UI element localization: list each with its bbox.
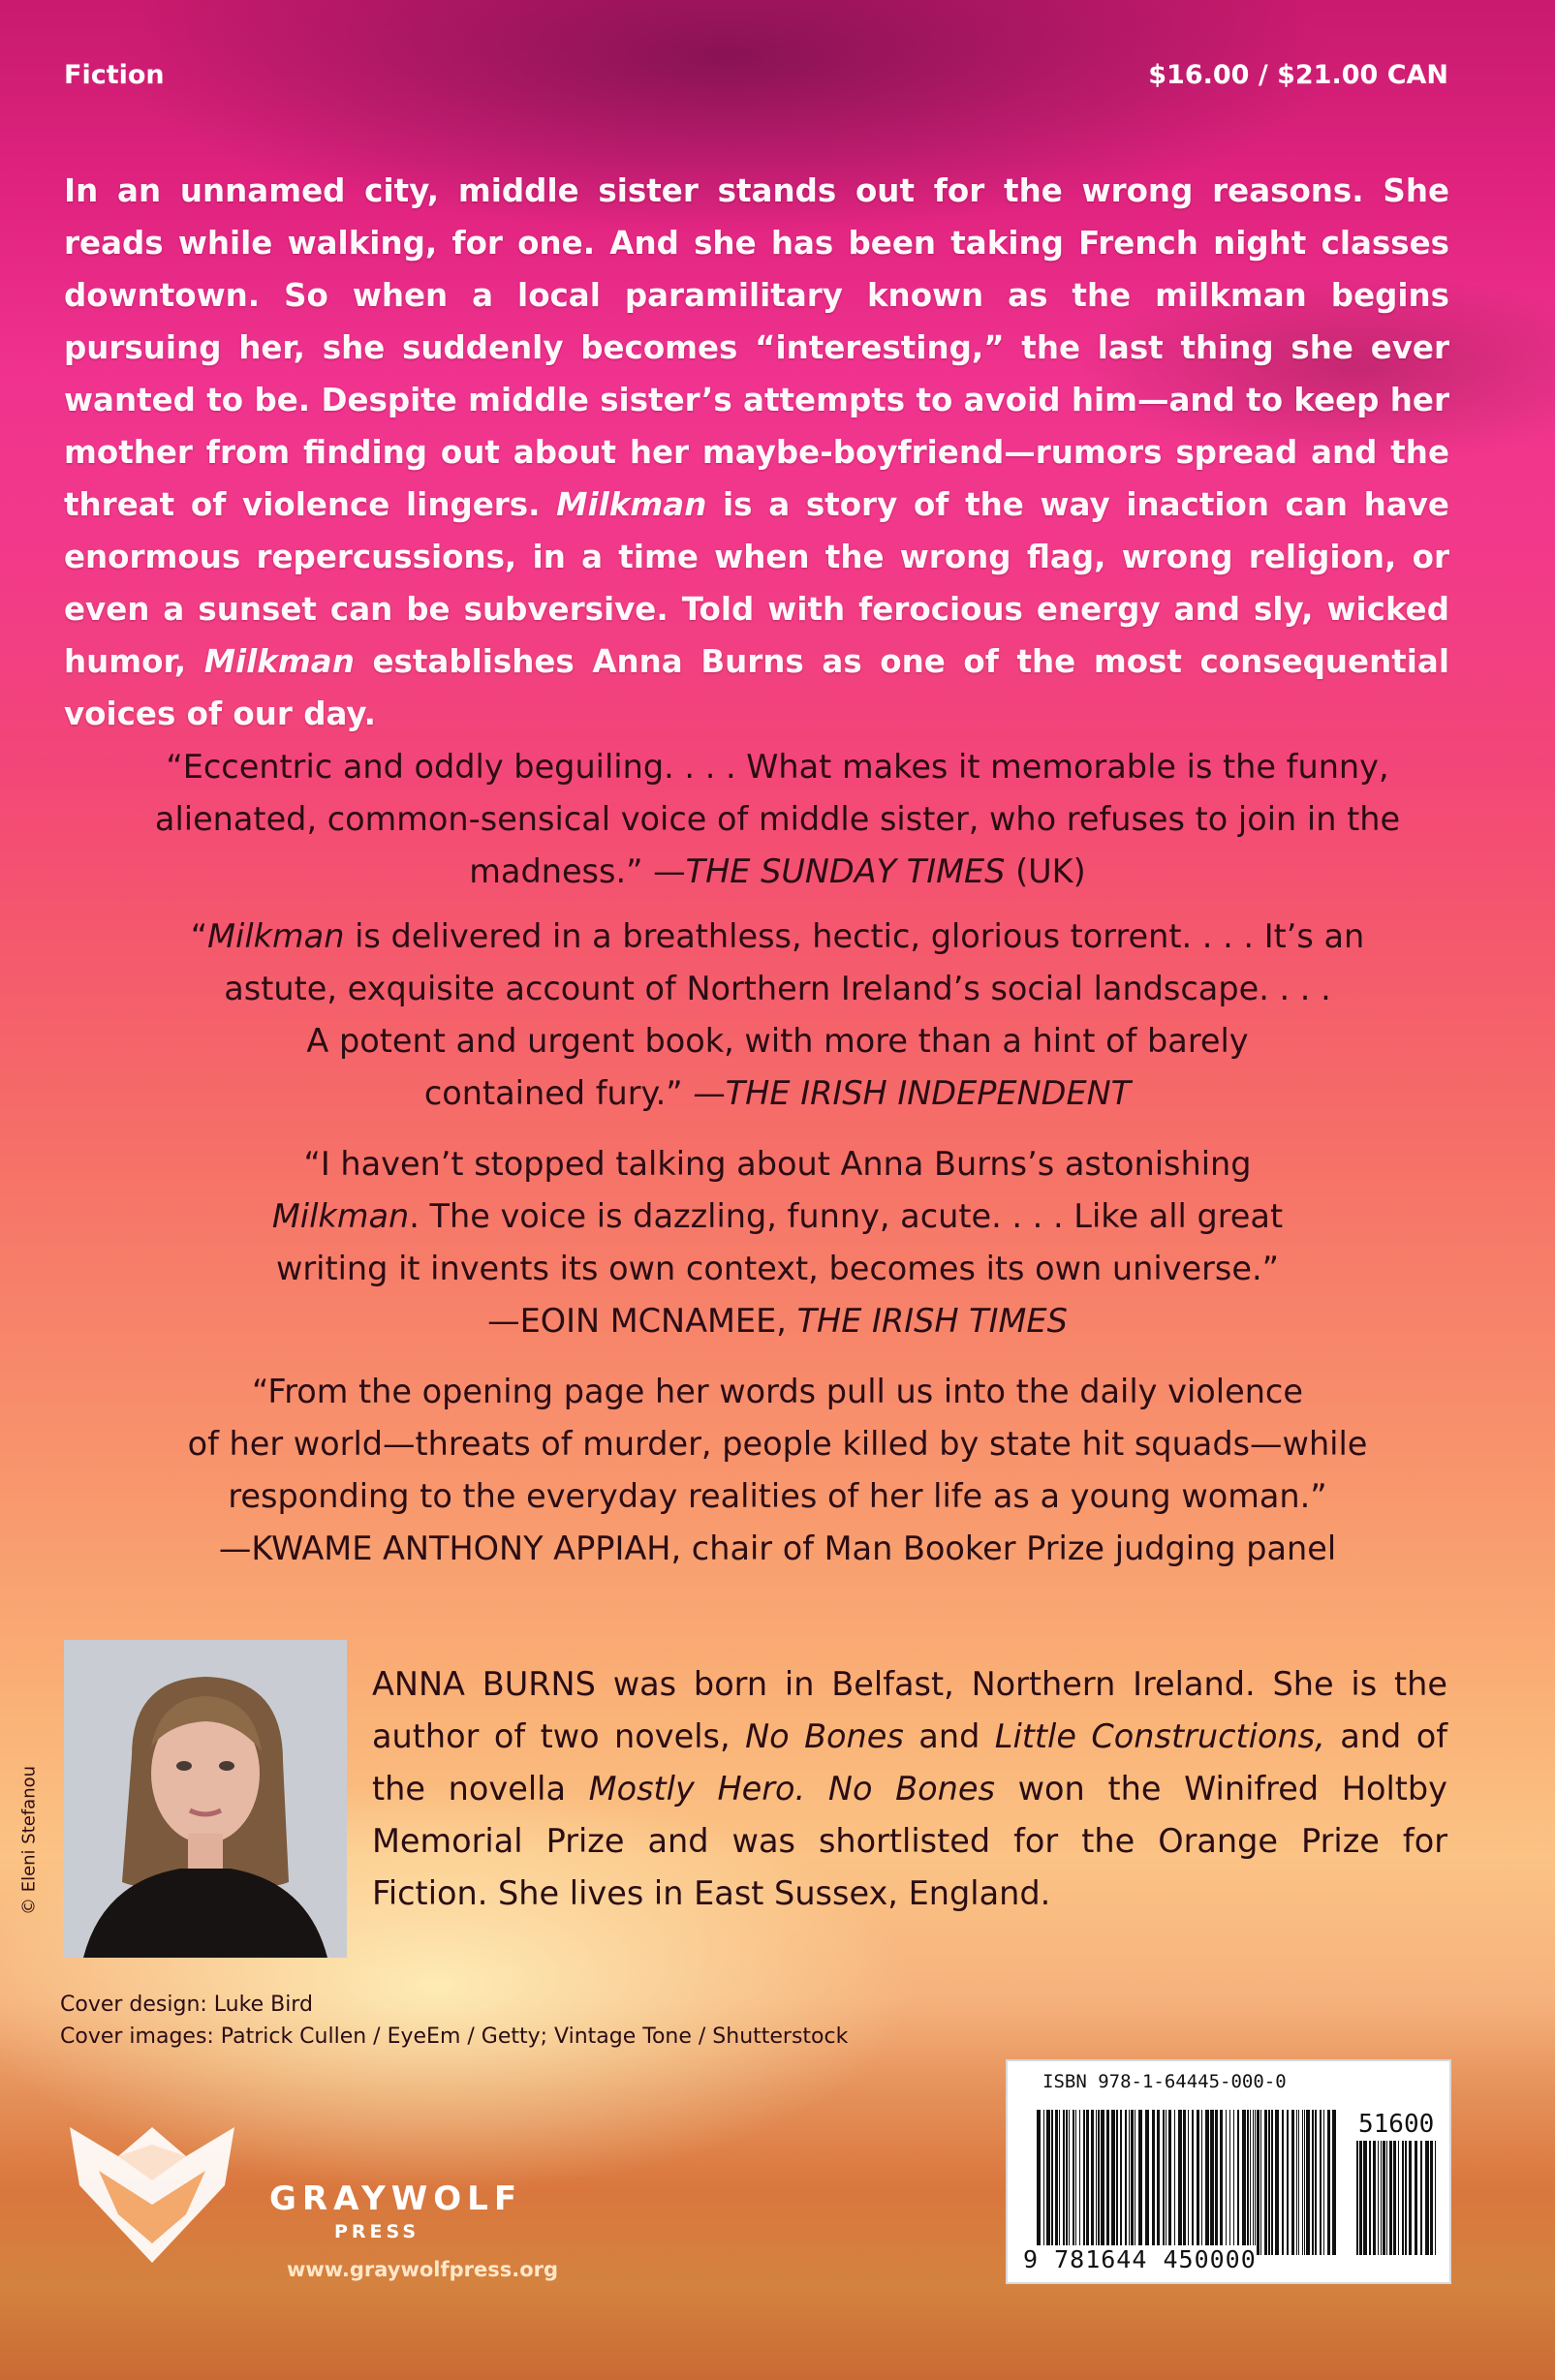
wolf-logo-icon — [60, 2117, 244, 2272]
barcode-bar — [1129, 2110, 1130, 2255]
barcode-bar — [1275, 2110, 1279, 2255]
barcode-bar — [1253, 2110, 1254, 2255]
barcode-bar — [1096, 2110, 1097, 2255]
barcode-bar — [1098, 2110, 1100, 2255]
barcode-bar — [1131, 2110, 1134, 2255]
barcode-bar — [1302, 2110, 1303, 2255]
quote-text: “From the opening page her words pull us into the daily violence — [252, 1373, 1303, 1410]
barcode-bar — [1381, 2141, 1382, 2255]
barcode-bar — [1271, 2110, 1273, 2255]
barcode-bar — [1430, 2141, 1433, 2255]
quote-source-title: THE SUNDAY TIMES — [685, 852, 1006, 890]
quote-text: (UK) — [1005, 852, 1086, 890]
barcode-bar — [1046, 2110, 1050, 2255]
quote-line — [0, 1190, 1555, 1243]
barcode-bar — [1145, 2110, 1149, 2255]
barcode-bar — [1420, 2141, 1422, 2255]
quote-text: writing it invents its own context, becomes its own universe.” — [276, 1250, 1279, 1287]
barcode-bar — [1291, 2110, 1294, 2255]
quote-text: astute, exquisite account of Northern Ireland’s social landscape. . . . — [224, 970, 1331, 1007]
barcode-bar — [1425, 2141, 1429, 2255]
barcode-bar — [1359, 2141, 1362, 2255]
quote-line — [0, 1523, 1555, 1575]
barcode-bar — [1152, 2110, 1155, 2255]
author-portrait-image — [64, 1640, 347, 1958]
barcode-bar — [1264, 2110, 1267, 2255]
quote-line — [0, 1067, 1555, 1120]
photo-credit — [0, 1724, 58, 1957]
quote-line — [0, 1243, 1555, 1295]
barcode-bar — [1226, 2110, 1227, 2255]
publisher-name: GRAYWOLF — [269, 2179, 523, 2218]
quote-line — [0, 1470, 1555, 1523]
genre-label: Fiction — [64, 60, 165, 90]
quote-source-title: THE IRISH INDEPENDENT — [725, 1074, 1132, 1112]
isbn-barcode — [1006, 2059, 1451, 2284]
barcode-bar — [1051, 2110, 1053, 2255]
barcode-bar — [1296, 2110, 1297, 2255]
barcode-bar — [1356, 2141, 1358, 2255]
barcode-bar — [1435, 2141, 1436, 2255]
quote-text: —KWAME ANTHONY APPIAH, chair of Man Booker Prize judging panel — [218, 1530, 1337, 1567]
barcode-bar — [1101, 2110, 1104, 2255]
barcode-bar — [1055, 2110, 1058, 2255]
quote-text: madness.” — — [469, 852, 686, 890]
quote-line — [0, 911, 1555, 963]
barcode-bar — [1116, 2110, 1118, 2255]
author-photo — [64, 1640, 347, 1958]
barcode-bar — [1327, 2110, 1330, 2255]
quote-line — [0, 963, 1555, 1015]
price-label: $16.00 / $21.00 CAN — [1148, 60, 1448, 90]
barcode-bar — [1063, 2110, 1065, 2255]
bio-title: Mostly Hero. — [588, 1770, 806, 1808]
barcode-bar — [1386, 2141, 1387, 2255]
cover-design-credit: Cover design: Luke Bird — [60, 1993, 313, 2017]
barcode-bar — [1192, 2110, 1194, 2255]
synopsis-text: is a story of the way inaction can have enormous repercussions, in a time when the wrong flag, wrong religion, or even a sunset can be subversive. Told with ferocious energy and sly, wicked humor, — [64, 486, 1449, 680]
bio-title: Little Constructions, — [994, 1717, 1325, 1755]
quote-text: alienated, common-sensical voice of middle sister, who refuses to join in the — [154, 800, 1401, 838]
barcode-bar — [1405, 2141, 1407, 2255]
barcode-bar — [1398, 2141, 1399, 2255]
photo-credit-text: © Eleni Stefanou — [18, 1765, 40, 1916]
quote-text: contained fury.” — — [423, 1074, 726, 1112]
barcode-bar — [1183, 2110, 1186, 2255]
publisher-url: www.graywolfpress.org — [287, 2258, 559, 2281]
barcode-bar — [1075, 2110, 1076, 2255]
barcode-bar — [1260, 2110, 1261, 2255]
barcode-bar — [1125, 2110, 1127, 2255]
review-quote — [0, 1138, 1555, 1347]
barcode-bar — [1415, 2141, 1417, 2255]
quote-line — [0, 1418, 1555, 1470]
quote-source-title: THE IRISH TIMES — [796, 1302, 1068, 1340]
barcode-bar — [1242, 2110, 1246, 2255]
barcode-bar — [1298, 2110, 1299, 2255]
barcode-bar — [1178, 2110, 1182, 2255]
quote-line — [0, 741, 1555, 793]
barcode-bar — [1315, 2110, 1317, 2255]
barcode-bar — [1237, 2110, 1239, 2255]
synopsis — [64, 165, 1449, 740]
title-mention: Milkman — [203, 643, 355, 680]
synopsis-text: establishes Anna Burns as one of the most consequential voices of our day. — [64, 643, 1449, 732]
quote-text: “ — [190, 917, 208, 955]
barcode-bar — [1373, 2141, 1376, 2255]
publisher-subtitle: PRESS — [334, 2221, 420, 2242]
barcode-bar — [1306, 2110, 1310, 2255]
review-quote — [0, 741, 1555, 898]
barcode-bar — [1163, 2110, 1165, 2255]
bio-text: ANNA BURNS was born in Belfast, Northern Ireland. She is the author of two novels, — [372, 1665, 1447, 1755]
barcode-bar — [1332, 2110, 1336, 2255]
quote-text: —EOIN MCNAMEE, — [487, 1302, 797, 1340]
title-mention: Milkman — [556, 486, 707, 523]
barcode-bar — [1378, 2141, 1379, 2255]
barcode-bar — [1287, 2110, 1289, 2255]
bio-title: No Bones — [827, 1770, 995, 1808]
barcode-bar — [1069, 2110, 1070, 2255]
barcode-bar — [1188, 2110, 1189, 2255]
barcode-bar — [1086, 2110, 1089, 2255]
barcode-bar — [1220, 2110, 1223, 2255]
barcode-bar — [1201, 2110, 1202, 2255]
barcode-addon-bars — [1356, 2141, 1438, 2255]
barcode-bar — [1312, 2110, 1314, 2255]
barcode-bar — [1157, 2110, 1160, 2255]
barcode-bar — [1083, 2110, 1085, 2255]
review-quote — [0, 1366, 1555, 1575]
barcode-bar — [1111, 2110, 1115, 2255]
barcode-bar — [1247, 2110, 1249, 2255]
isbn-number: ISBN 978-1-64445-000-0 — [1042, 2071, 1287, 2092]
barcode-bar — [1197, 2110, 1199, 2255]
quote-text: . The voice is dazzling, funny, acute. . . . Like all great — [409, 1197, 1284, 1235]
quote-source-title: Milkman — [207, 917, 345, 955]
barcode-bar — [1369, 2141, 1371, 2255]
price-code: 51600 — [1358, 2110, 1435, 2139]
quote-text: responding to the everyday realities of her life as a young woman.” — [228, 1477, 1327, 1515]
quote-line — [0, 1138, 1555, 1190]
barcode-bar — [1363, 2141, 1367, 2255]
barcode-bar — [1066, 2110, 1068, 2255]
bio-text: and — [903, 1717, 995, 1755]
barcode-bar — [1268, 2110, 1270, 2255]
quote-source-title: Milkman — [271, 1197, 410, 1235]
review-quote — [0, 911, 1555, 1120]
barcode-bar — [1389, 2141, 1392, 2255]
barcode-bar — [1168, 2110, 1171, 2255]
quote-text: of her world—threats of murder, people killed by state hit squads—while — [187, 1425, 1368, 1463]
quote-text: “I haven’t stopped talking about Anna Burns’s astonishing — [303, 1145, 1252, 1183]
barcode-bar — [1138, 2110, 1142, 2255]
barcode-bars — [1037, 2110, 1337, 2255]
barcode-bar — [1409, 2141, 1412, 2255]
cover-images-credit: Cover images: Patrick Cullen / EyeEm / Getty; Vintage Tone / Shutterstock — [60, 2025, 849, 2049]
barcode-bar — [1059, 2110, 1060, 2255]
barcode-bar — [1304, 2110, 1305, 2255]
barcode-bar — [1205, 2110, 1209, 2255]
barcode-bar — [1402, 2141, 1404, 2255]
barcode-bar — [1323, 2110, 1324, 2255]
quote-line — [0, 1366, 1555, 1418]
bio-text — [805, 1770, 828, 1808]
quote-text: A potent and urgent book, with more than a hint of barely — [306, 1022, 1249, 1060]
bio-text: won the Winifred Holtby Memorial Prize and was shortlisted for the Orange Prize for Fiction. She lives in East Sussex, England. — [372, 1770, 1447, 1912]
quote-line — [0, 846, 1555, 898]
quote-text: “Eccentric and oddly beguiling. . . . What makes it memorable is the funny, — [166, 748, 1389, 786]
quote-line — [0, 1015, 1555, 1067]
barcode-bar — [1073, 2110, 1074, 2255]
barcode-bar — [1393, 2141, 1396, 2255]
quote-line — [0, 793, 1555, 846]
barcode-bar — [1250, 2110, 1251, 2255]
barcode-bar — [1091, 2110, 1094, 2255]
barcode-digits: 9 781644 450000 — [1023, 2245, 1257, 2273]
barcode-bar — [1320, 2110, 1322, 2255]
author-bio — [372, 1658, 1447, 1920]
barcode-bar — [1079, 2110, 1080, 2255]
barcode-bar — [1383, 2141, 1385, 2255]
barcode-bar — [1210, 2110, 1214, 2255]
barcode-bar — [1120, 2110, 1122, 2255]
barcode-bar — [1043, 2110, 1044, 2255]
bio-text: and of the novella — [372, 1717, 1447, 1808]
quote-text: is delivered in a breathless, hectic, glorious torrent. . . . It’s an — [344, 917, 1365, 955]
quote-line — [0, 1295, 1555, 1347]
barcode-bar — [1174, 2110, 1175, 2255]
synopsis-text: In an unnamed city, middle sister stands out for the wrong reasons. She reads while walking, for one. And she has been taking French night classes downtown. So when a local paramilitary known as the milkman begins pursuing her, she suddenly becomes “interesting,” the last thing she ever wanted to be. Despite middle sister’s attempts to avoid him—and to keep her mother from finding out about her maybe-boyfriend—rumors spread and the threat of violence lingers. — [64, 172, 1449, 523]
bio-title: No Bones — [745, 1717, 904, 1755]
barcode-bar — [1229, 2110, 1230, 2255]
barcode-bar — [1282, 2110, 1284, 2255]
barcode-bar — [1257, 2110, 1260, 2255]
barcode-bar — [1037, 2110, 1041, 2255]
barcode-bar — [1106, 2110, 1109, 2255]
barcode-bar — [1233, 2110, 1234, 2255]
barcode-bar — [1215, 2110, 1218, 2255]
barcode-bar — [1255, 2110, 1256, 2255]
